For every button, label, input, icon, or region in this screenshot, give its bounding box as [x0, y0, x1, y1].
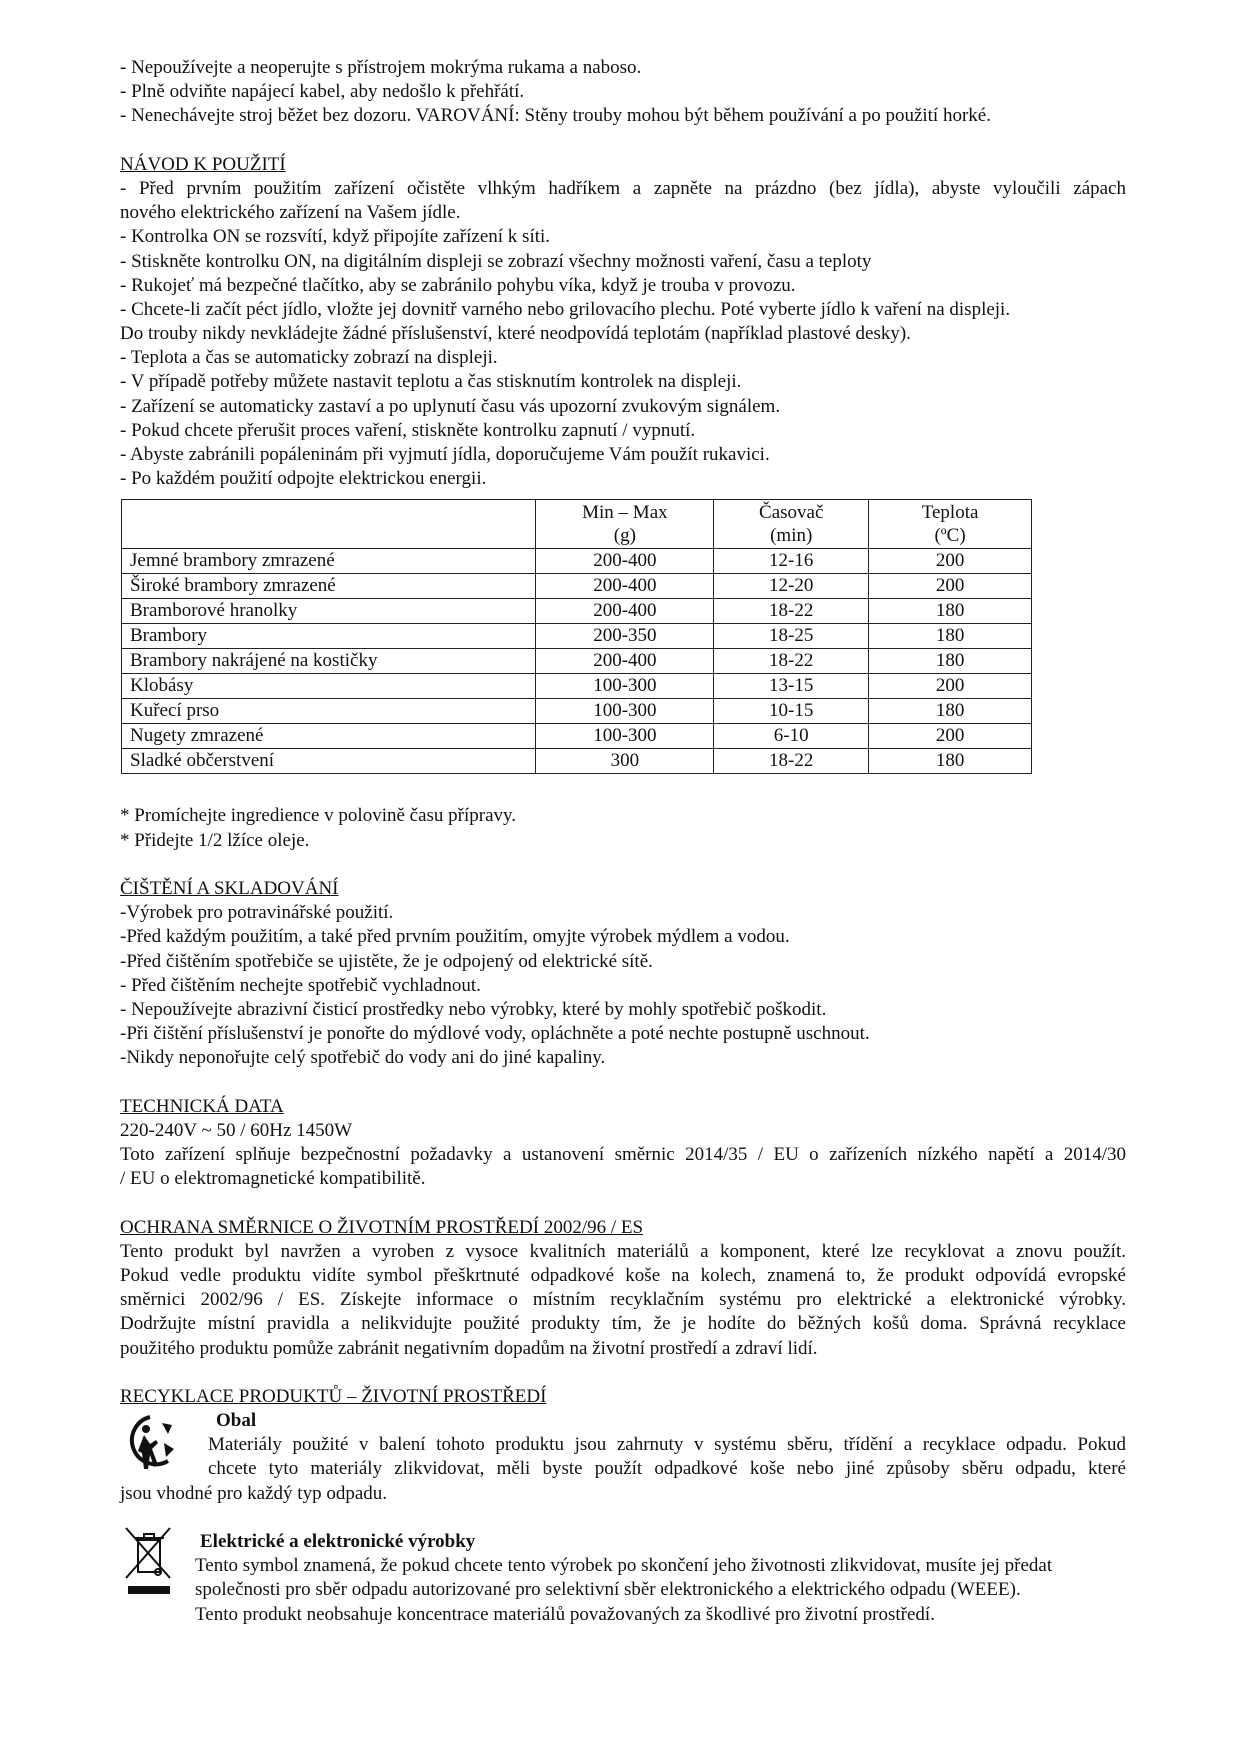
packaging-title: Obal	[216, 1410, 257, 1432]
environment-section	[120, 1216, 1126, 1361]
recycling-section	[120, 1385, 1126, 1627]
recycling-heading: RECYKLACE PRODUKTŮ – ŽIVOTNÍ PROSTŘEDÍ	[120, 1385, 547, 1407]
table-row	[122, 574, 1032, 599]
temperature: 180	[869, 749, 1032, 774]
weee-line: Tento symbol znamená, že pokud chcete tento výrobek po skončení jeho životnosti zlikvidovat, musíte jej předat	[195, 1555, 1053, 1577]
notes	[120, 804, 1126, 852]
cleaning-line: -Nikdy neponořujte celý spotřebič do vody ani do jiné kapaliny.	[120, 1047, 606, 1069]
weight-range: 200-350	[536, 624, 714, 649]
cleaning-line: - Nepoužívejte abrazivní čisticí prostředky nebo výrobky, které by mohly spotřebič poškodit.	[120, 998, 827, 1020]
column-header	[869, 500, 1032, 549]
usage-line: - Zařízení se automaticky zastaví a po uplynutí času vás upozorní zvukovým signálem.	[120, 395, 781, 417]
column-header-line: Časovač	[759, 502, 824, 524]
usage-line: - Kontrolka ON se rozsvítí, když připojíte zařízení k síti.	[120, 226, 551, 248]
usage-line: - Před prvním použitím zařízení očistěte vlhkým hadříkem a zapněte na prázdno (bez jídla), abyste vyloučili zápach	[120, 177, 1126, 199]
table-row	[122, 724, 1032, 749]
column-header-line: Teplota	[921, 502, 979, 524]
safety-list	[120, 56, 1126, 129]
safety-line: - Plně odviňte napájecí kabel, aby nedošlo k přehřátí.	[120, 81, 525, 103]
cleaning-line: -Před každým použitím, a také před prvním použitím, omyjte výrobek mýdlem a vodou.	[120, 926, 790, 948]
column-header	[536, 500, 714, 549]
weight-range: 300	[536, 749, 714, 774]
temperature: 200	[869, 549, 1032, 574]
usage-heading: NÁVOD K POUŽITÍ	[120, 153, 286, 175]
temperature: 200	[869, 574, 1032, 599]
environment-line: Pokud vedle produktu vidíte symbol přeškrtnuté odpadkové koše na kolech, znamená to, že produkt odpovídá evropské	[120, 1264, 1126, 1286]
crossed-out-bin-icon	[124, 1526, 174, 1596]
usage-line: nového elektrického zařízení na Vašem jídle.	[120, 202, 461, 224]
table-row	[122, 624, 1032, 649]
environment-heading: OCHRANA SMĚRNICE O ŽIVOTNÍM PROSTŘEDÍ 2002/96 / ES	[120, 1216, 644, 1238]
food-name: Kuřecí prso	[122, 699, 536, 724]
time-range: 18-25	[714, 624, 869, 649]
time-range: 13-15	[714, 674, 869, 699]
packaging-line: jsou vhodné pro každý typ odpadu.	[120, 1482, 388, 1504]
time-range: 10-15	[714, 699, 869, 724]
table-body	[122, 549, 1032, 774]
cleaning-section	[120, 877, 1126, 1071]
column-header	[122, 500, 536, 549]
safety-line: - Nepoužívejte a neoperujte s přístrojem mokrýma rukama a naboso.	[120, 57, 642, 78]
usage-section	[120, 153, 1126, 492]
environment-line: směrnici 2002/96 / ES. Získejte informace o místním recyklačním systému pro elektrické a elektronické výrobky.	[120, 1289, 1126, 1311]
time-range: 12-16	[714, 549, 869, 574]
document-page	[120, 56, 1126, 1627]
food-name: Široké brambory zmrazené	[122, 574, 536, 599]
weee-line: Tento produkt neobsahuje koncentrace materiálů považovaných za škodlivé pro životní prostředí.	[195, 1603, 935, 1625]
column-header-line: (min)	[770, 525, 813, 547]
usage-line: - Abyste zabránili popáleninám při vyjmutí jídla, doporučujeme Vám použít rukavici.	[120, 444, 770, 465]
usage-line: - Stiskněte kontrolku ON, na digitálním displeji se zobrazí všechny možnosti vaření, času a teploty	[120, 250, 872, 272]
environment-line: použitého produktu pomůže zabránit negativním dopadům na životní prostředí a zdraví lidí.	[120, 1337, 818, 1359]
cooking-table	[121, 499, 1032, 774]
weight-range: 200-400	[536, 574, 714, 599]
packaging-line: Materiály použité v balení tohoto produktu jsou zahrnuty v systému sběru, třídění a recyklace odpadu. Pokud	[208, 1434, 1126, 1456]
usage-line: - V případě potřeby můžete nastavit teplotu a čas stisknutím kontrolek na displeji.	[120, 371, 742, 393]
food-name: Bramborové hranolky	[122, 599, 536, 624]
food-name: Klobásy	[122, 674, 536, 699]
usage-line: Do trouby nikdy nevkládejte žádné příslušenství, které neodpovídá teplotám (například plastové desky).	[120, 323, 911, 345]
table-row	[122, 699, 1032, 724]
column-header	[714, 500, 869, 549]
table-row	[122, 649, 1032, 674]
tech-line: / EU o elektromagnetické kompatibilitě.	[120, 1168, 426, 1190]
food-name: Sladké občerstvení	[122, 749, 536, 774]
safety-line: - Nenechávejte stroj běžet bez dozoru. VAROVÁNÍ: Stěny trouby mohou být během používání a po použití horké.	[120, 105, 991, 127]
recycle-tidyman-icon	[120, 1411, 180, 1475]
cleaning-line: -Před čištěním spotřebiče se ujistěte, že je odpojený od elektrické sítě.	[120, 950, 653, 972]
weight-range: 200-400	[536, 649, 714, 674]
time-range: 18-22	[714, 649, 869, 674]
temperature: 180	[869, 649, 1032, 674]
temperature: 180	[869, 599, 1032, 624]
weee-line: společnosti pro sběr odpadu autorizované pro selektivní sběr elektronického a elektrického odpadu (WEEE).	[195, 1579, 1021, 1601]
time-range: 12-20	[714, 574, 869, 599]
usage-line: - Chcete-li začít péct jídlo, vložte jej dovnitř varného nebo grilovacího plechu. Poté vyberte jídlo k vaření na displeji.	[120, 298, 1011, 320]
usage-line: - Pokud chcete přerušit proces vaření, stiskněte kontrolku zapnutí / vypnutí.	[120, 419, 696, 441]
temperature: 180	[869, 699, 1032, 724]
food-name: Nugety zmrazené	[122, 724, 536, 749]
weight-range: 100-300	[536, 724, 714, 749]
column-header-line: Min – Max	[582, 502, 668, 524]
table-row	[122, 674, 1032, 699]
cleaning-line: - Před čištěním nechejte spotřebič vychladnout.	[120, 974, 481, 996]
weight-range: 100-300	[536, 674, 714, 699]
food-name: Brambory nakrájené na kostičky	[122, 649, 536, 674]
table-header-row	[122, 500, 1032, 549]
time-range: 6-10	[714, 724, 869, 749]
weight-range: 100-300	[536, 699, 714, 724]
cleaning-line: -Výrobek pro potravinářské použití.	[120, 902, 394, 924]
tech-heading: TECHNICKÁ DATA	[120, 1095, 284, 1117]
column-header-line: (g)	[613, 525, 636, 547]
note-line: * Promíchejte ingredience v polovině času přípravy.	[120, 805, 517, 827]
environment-line: Dodržujte místní pravidla a nelikvidujte použité produkty tím, že je hodíte do běžných košů doma. Správná recyklace	[120, 1313, 1126, 1335]
cleaning-heading: ČIŠTĚNÍ A SKLADOVÁNÍ	[120, 877, 339, 899]
usage-line: - Teplota a čas se automaticky zobrazí na displeji.	[120, 347, 498, 369]
weee-title: Elektrické a elektronické výrobky	[200, 1531, 476, 1552]
note-line: * Přidejte 1/2 lžíce oleje.	[120, 829, 310, 851]
time-range: 18-22	[714, 599, 869, 624]
weight-range: 200-400	[536, 599, 714, 624]
weight-range: 200-400	[536, 549, 714, 574]
packaging-line: chcete tyto materiály zlikvidovat, měli byste použít odpadkové koše nebo jiné způsoby sběru odpadu, které	[208, 1458, 1126, 1480]
tech-line: Toto zařízení splňuje bezpečnostní požadavky a ustanovení směrnic 2014/35 / EU o zařízeních nízkého napětí a 2014/30	[120, 1144, 1126, 1165]
temperature: 200	[869, 724, 1032, 749]
temperature: 200	[869, 674, 1032, 699]
column-header-line: (ºC)	[934, 525, 966, 547]
tech-line: 220-240V ~ 50 / 60Hz 1450W	[120, 1119, 353, 1141]
table-row	[122, 549, 1032, 574]
usage-line: - Po každém použití odpojte elektrickou energii.	[120, 468, 487, 490]
table-row	[122, 599, 1032, 624]
environment-line: Tento produkt byl navržen a vyroben z vysoce kvalitních materiálů a komponent, které lze recyklovat a znovu použít.	[120, 1240, 1126, 1262]
table-row	[122, 749, 1032, 774]
time-range: 18-22	[714, 749, 869, 774]
usage-line: - Rukojeť má bezpečné tlačítko, aby se zabránilo pohybu víka, když je trouba v provozu.	[120, 274, 796, 296]
food-name: Brambory	[122, 624, 536, 649]
tech-section	[120, 1095, 1126, 1192]
food-name: Jemné brambory zmrazené	[122, 549, 536, 574]
cleaning-line: -Při čištění příslušenství je ponořte do mýdlové vody, opláchněte a poté nechte postupně uschnout.	[120, 1023, 870, 1045]
temperature: 180	[869, 624, 1032, 649]
